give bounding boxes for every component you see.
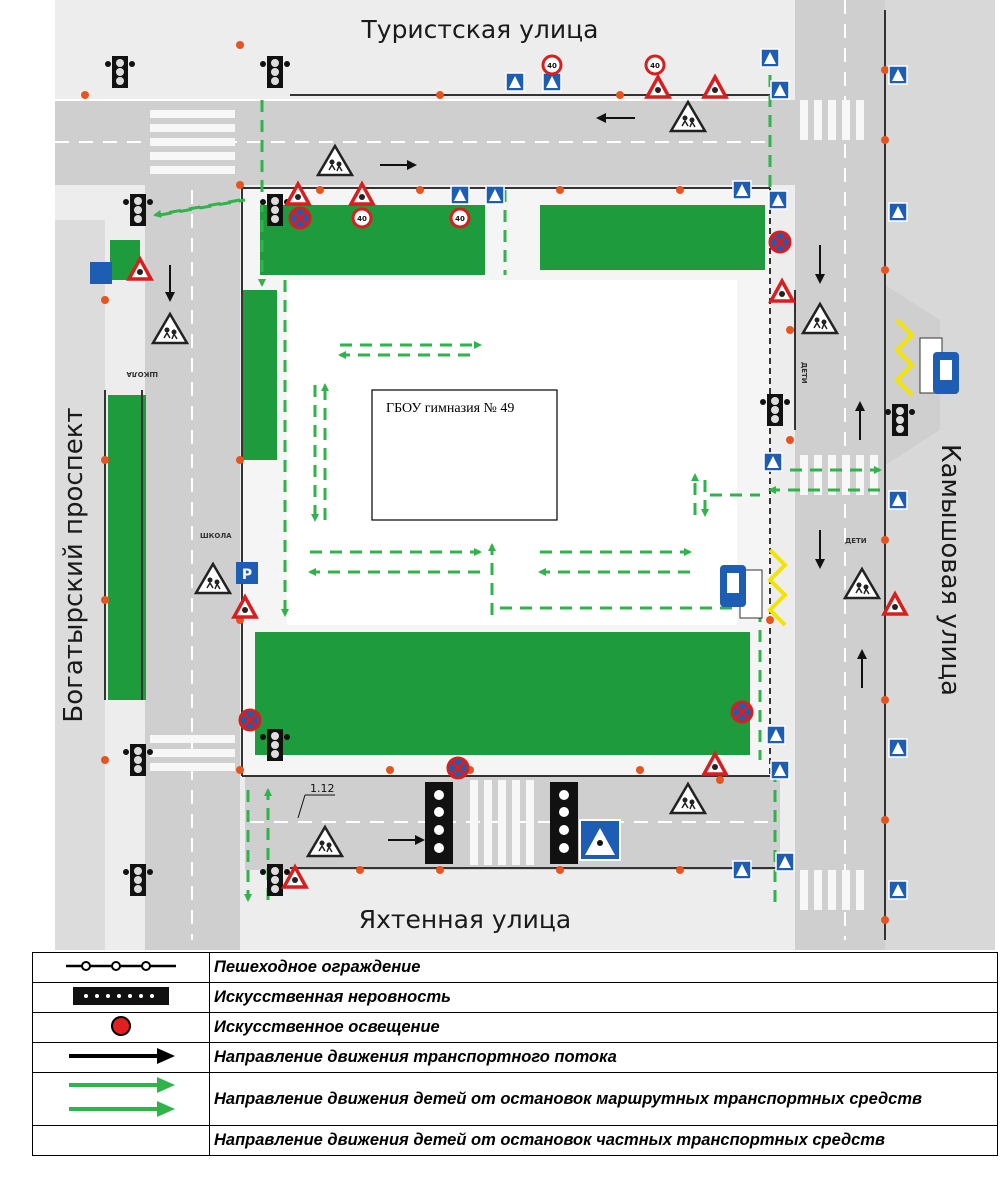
school-label: ГБОУ гимназия № 49: [386, 401, 515, 416]
legend-label: Направление движения детей от остановок маршрутных транспортных средств: [210, 1073, 998, 1126]
speed-limit-label: 40: [357, 215, 367, 223]
street-right: Камышовая улица: [935, 444, 965, 696]
fence-sign-label: 1.12: [310, 782, 335, 795]
legend-row: [33, 1043, 998, 1073]
legend-row: [33, 983, 998, 1013]
street-left: Богатырский проспект: [59, 407, 89, 723]
road-text-children-top: ДЕТИ: [800, 362, 808, 384]
speed-bump-icon: [61, 985, 181, 1007]
legend-label: Искусственная неровность: [210, 983, 998, 1013]
legend-label: Направление движения транспортного потока: [210, 1043, 998, 1073]
speed-limit-label: 40: [650, 62, 660, 70]
street-bottom: Яхтенная улица: [358, 905, 572, 934]
legend-row: [33, 1073, 998, 1126]
road-text-school-mid: ШКОЛА: [200, 532, 232, 540]
road-text-school-top: ШКОЛА: [126, 370, 158, 378]
legend-row: [33, 953, 998, 983]
legend-label: Пешеходное ограждение: [210, 953, 998, 983]
legend-table: [32, 952, 998, 1156]
legend-label: Искусственное освещение: [210, 1013, 998, 1043]
legend-label: Направление движения детей от остановок частных транспортных средств: [210, 1126, 998, 1156]
traffic-arrow-icon: [61, 1046, 181, 1066]
svg-text:P: P: [241, 567, 253, 583]
children-route-public-icon: [61, 1074, 181, 1120]
street-light-icon: [106, 1014, 136, 1038]
legend-row: [33, 1126, 998, 1156]
speed-limit-label: 40: [455, 215, 465, 223]
legend-row: [33, 1013, 998, 1043]
children-route-private-icon: [33, 1126, 210, 1156]
street-top: Туристская улица: [361, 15, 599, 44]
pedestrian-fence-icon: [61, 956, 181, 976]
road-text-children-mid: ДЕТИ: [845, 537, 867, 545]
speed-limit-label: 40: [547, 62, 557, 70]
